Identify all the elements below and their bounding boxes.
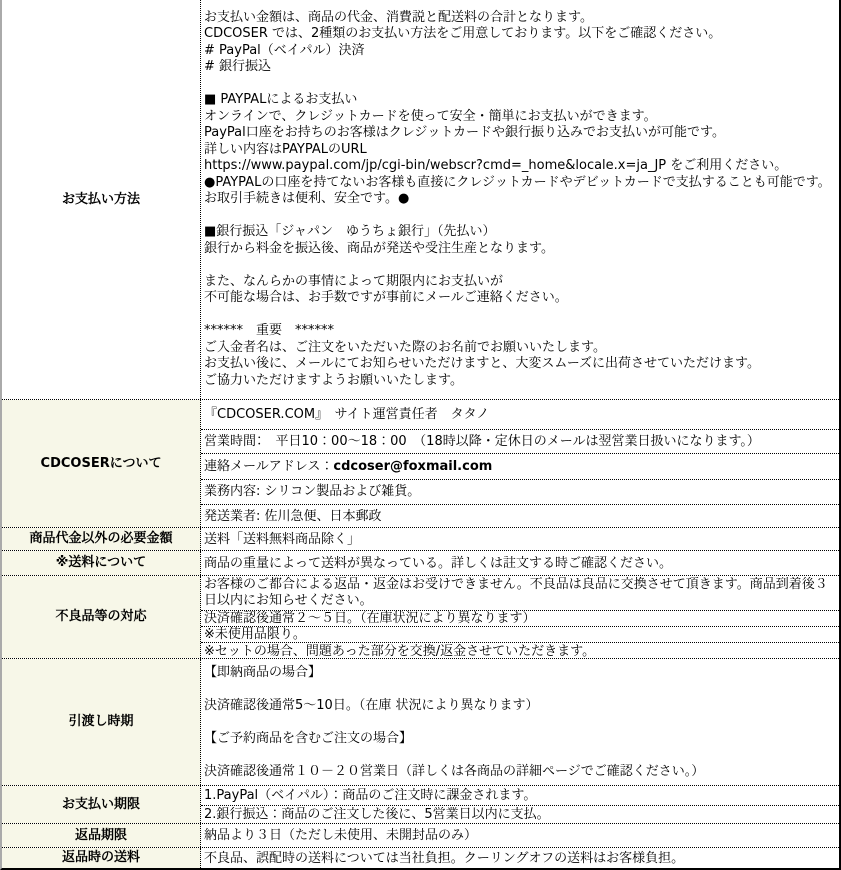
content-subrow: [201, 0, 839, 399]
row-header-label: 商品代金以外の必要金額: [29, 531, 173, 546]
row-content-payment-method: [201, 0, 839, 399]
content-line: 決済確認後通常１０－２０営業日（詳しくは各商品の詳細ページでご確認ください。）: [204, 763, 705, 779]
row-header-label: お支払い方法: [61, 191, 140, 207]
row-header-label: お支払い期限: [61, 796, 140, 812]
row-header-label: 引渡し時期: [68, 714, 134, 729]
content-subrow: [201, 504, 839, 527]
row-header-extra-fees: [2, 528, 201, 550]
content-line: 不可能な場合は、お手数ですが事前にメールご連絡ください。: [204, 290, 568, 306]
table-row-defective-items: [2, 575, 839, 658]
content-subrow: [201, 400, 839, 429]
content-line: オンラインで、クレジットカードを使って安全・簡単にお支払いができます。: [204, 108, 657, 124]
content-line: ■銀行振込「ジャパン ゆうちょ銀行」（先払い）: [204, 224, 496, 240]
row-header-payment-deadline: [2, 786, 201, 823]
row-header-label: 返品期限: [74, 827, 127, 843]
table-row-extra-fees: [2, 527, 839, 550]
content-subrow: [201, 848, 839, 868]
row-header-return-period: [2, 824, 201, 847]
content-line: 不良品、誤配時の送料については当社負担。クーリングオフの送料はお客様負担。: [204, 850, 685, 866]
content-line: 『CDCOSER.COM』 サイト運営責任者 タタノ: [204, 406, 490, 422]
content-line: 営業時間： 平日10：00～18：00 （18時以降・定休日のメールは翌営業日扱いになります。）: [204, 433, 760, 449]
content-line: ご協力いただけますようお願いいたします。: [204, 372, 463, 388]
content-line: # 銀行振込: [204, 59, 272, 75]
row-content-extra-fees: [201, 528, 839, 550]
content-line: # PayPal（ベイパル）決済: [204, 42, 365, 58]
content-line: お客様のご都合による返品・返金はお受けできません。不良品は良品に交換させて頂きます。商品到着後３日以内にお知らせください。: [204, 577, 828, 608]
content-line: 納品より３日（ただし未使用、未開封品のみ）: [204, 828, 478, 843]
content-line: 2.銀行振込：商品のご注文した後に、5営業日以内に支払。: [204, 807, 550, 822]
content-line: 【ご予約商品を含むご注文の場合】: [204, 730, 413, 746]
content-line: [204, 257, 837, 274]
content-line: 業務内容: シリコン製品および雑貨。: [204, 484, 421, 499]
content-subrow: [201, 528, 839, 550]
content-line: 決済確認後通常２～５日。（在庫状況により異なります）: [204, 611, 536, 626]
content-line: CDCOSER では、2種類のお支払い方法をご用意しております。以下をご確認ください。: [204, 26, 722, 42]
row-header-label: 不良品等の対応: [55, 609, 147, 624]
table-row-return-shipping-cost: [2, 847, 839, 868]
content-subrow: [201, 786, 839, 805]
contact-email-line: [204, 459, 837, 475]
row-content-about-cdcoser: [201, 400, 839, 527]
content-line: また、なんらかの事情によって期限内にお支払いが: [204, 273, 504, 289]
content-line: お取引手続きは便利、安全です。●: [204, 191, 410, 207]
row-content-return-shipping-cost: [201, 848, 839, 868]
row-content-about-shipping-fee: [201, 551, 839, 575]
content-line: [204, 208, 837, 225]
email-address: cdcoser@foxmail.com: [333, 458, 493, 474]
row-header-delivery-time: [2, 659, 201, 785]
content-line: 【即納商品の場合】: [204, 664, 322, 680]
table-row-payment-method: [2, 0, 839, 399]
content-subrow: [201, 429, 839, 453]
table-row-about-shipping-fee: [2, 550, 839, 575]
row-content-return-period: [201, 824, 839, 847]
content-line: ■ PAYPALによるお支払い: [204, 92, 358, 108]
table-row-about-cdcoser: [2, 399, 839, 527]
row-header-label: 返品時の送料: [61, 850, 140, 865]
row-header-defective-items: [2, 576, 201, 658]
content-line: ご入金者名は、ご注文をいただいた際のお名前でお願いいたします。: [204, 339, 606, 355]
content-line: [204, 76, 837, 93]
content-subrow: [201, 453, 839, 479]
row-header-about-cdcoser: [2, 400, 201, 527]
row-content-payment-deadline: [201, 786, 839, 823]
row-content-defective-items: [201, 576, 839, 658]
row-header-label: ※送料について: [55, 555, 147, 570]
content-subrow: [201, 610, 839, 626]
content-line-prefix: 連絡メールアドレス：: [204, 458, 334, 474]
row-header-about-shipping-fee: [2, 551, 201, 575]
table-row-return-period: [2, 823, 839, 847]
content-line: ※未使用品限り。: [204, 627, 306, 642]
content-line: ●PAYPALの口座を持てないお客様も直接にクレジットカードやデビットカードで支払することも可能です。: [204, 174, 831, 190]
content-line: PayPal口座をお持ちのお客様はクレジットカードや銀行振り込みでお支払いが可能です。: [204, 125, 725, 141]
content-line: お支払い後に、メールにてお知らせいただけますと、大変スムーズに出荷させていただけます。: [204, 356, 761, 372]
content-line: 銀行から料金を振込後、商品が発送や受注生産となります。: [204, 240, 554, 256]
content-line: 発送業者: 佐川急便、日本郵政: [204, 508, 382, 524]
content-line: 1.PayPal（ベイパル）：商品のご注文時に課金されます。: [204, 787, 537, 803]
content-line: 商品の重量によって送料が異なっている。詳しくは註文する時ご確認ください。: [204, 555, 673, 571]
content-line: 決済確認後通常5～10日。（在庫 状況により異なります）: [204, 697, 539, 713]
content-subrow: [201, 824, 839, 847]
content-line: お支払い金額は、商品の代金、消費説と配送料の合計となります。: [204, 9, 593, 25]
content-line: [204, 681, 837, 698]
table-row-delivery-time: [2, 658, 839, 785]
content-subrow: [201, 642, 839, 658]
row-content-delivery-time: [201, 659, 839, 785]
content-subrow: [201, 576, 839, 610]
content-subrow: [201, 626, 839, 642]
content-subrow: [201, 805, 839, 823]
content-line: [204, 307, 837, 324]
content-line: ****** 重要 ******: [204, 323, 335, 339]
content-line: [204, 747, 837, 764]
row-header-label: CDCOSERについて: [40, 455, 162, 471]
content-line: ※セットの場合、問題あった部分を交換/返金させていただきます。: [204, 643, 596, 658]
content-line: 送料「送料無料商品除く」: [204, 531, 361, 547]
content-subrow: [201, 479, 839, 504]
content-subrow: [201, 551, 839, 575]
content-line: 詳しい内容はPAYPALのURL: [204, 141, 367, 157]
content-subrow: [201, 659, 839, 785]
content-line: [204, 714, 837, 731]
table-row-payment-deadline: [2, 785, 839, 823]
row-header-payment-method: [2, 0, 201, 399]
row-header-return-shipping-cost: [2, 848, 201, 868]
content-line: https://www.paypal.com/jp/cgi-bin/webscr?cmd=_home&locale.x=ja_JP をご利用ください。: [204, 158, 788, 174]
